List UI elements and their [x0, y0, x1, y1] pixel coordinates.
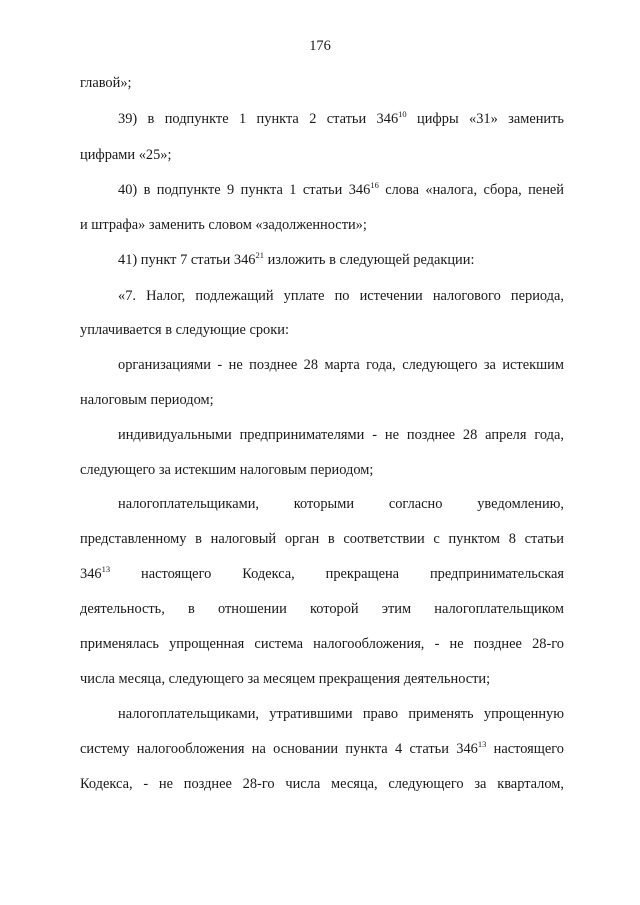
superscript: 21 — [255, 250, 264, 261]
text-line — [118, 180, 564, 198]
text-line: налогоплательщиками, утратившими право применять упрощенную — [118, 706, 564, 722]
superscript: 13 — [101, 564, 111, 575]
text-span: 39) в подпункте 1 пункта 2 статьи 346 — [118, 111, 399, 127]
text-span: 40) в подпункте 9 пункта 1 статьи 346 — [118, 182, 371, 198]
text-line: налоговым периодом; — [80, 392, 214, 408]
text-line: уплачивается в следующие сроки: — [80, 322, 289, 338]
text-span: 41) пункт 7 статьи 346 — [118, 252, 256, 268]
text-line — [118, 250, 564, 268]
text-span: цифры «31» заменить — [406, 111, 564, 127]
text-line: организациями - не позднее 28 марта года, следующего за истекшим — [118, 357, 564, 373]
text-line — [80, 564, 564, 582]
text-line: числа месяца, следующего за месяцем прекращения деятельности; — [80, 671, 491, 687]
text-span: настоящего Кодекса, прекращена предпринимательская — [110, 566, 564, 582]
text-span: настоящего — [486, 741, 565, 757]
text-line: Кодекса, - не позднее 28-го числа месяца, следующего за кварталом, — [80, 776, 564, 792]
superscript: 13 — [477, 739, 487, 750]
text-span: 346 — [80, 566, 102, 582]
text-line: представленному в налоговый орган в соответствии с пунктом 8 статьи — [80, 531, 564, 547]
text-line: «7. Налог, подлежащий уплате по истечении налогового периода, — [118, 288, 564, 304]
text-line: налогоплательщиками, которыми согласно уведомлению, — [118, 496, 564, 512]
page-number: 176 — [309, 38, 331, 54]
text-line: главой»; — [80, 75, 132, 91]
superscript: 16 — [370, 180, 379, 191]
text-span: слова «налога, сбора, пеней — [378, 182, 564, 198]
text-line: цифрами «25»; — [80, 147, 172, 163]
text-span: систему налогообложения на основании пункта 4 статьи 346 — [80, 741, 478, 757]
superscript: 10 — [398, 109, 407, 120]
text-line: деятельность, в отношении которой этим налогоплательщиком — [80, 601, 564, 617]
text-line — [80, 739, 565, 757]
text-line — [118, 109, 564, 127]
text-line: следующего за истекшим налоговым периодом; — [80, 462, 374, 478]
text-line: применялась упрощенная система налогообложения, - не позднее 28-го — [80, 636, 564, 652]
text-span: изложить в следующей редакции: — [263, 252, 475, 268]
text-line: и штрафа» заменить словом «задолженности»; — [80, 217, 367, 233]
text-line: индивидуальными предпринимателями - не позднее 28 апреля года, — [118, 427, 564, 443]
